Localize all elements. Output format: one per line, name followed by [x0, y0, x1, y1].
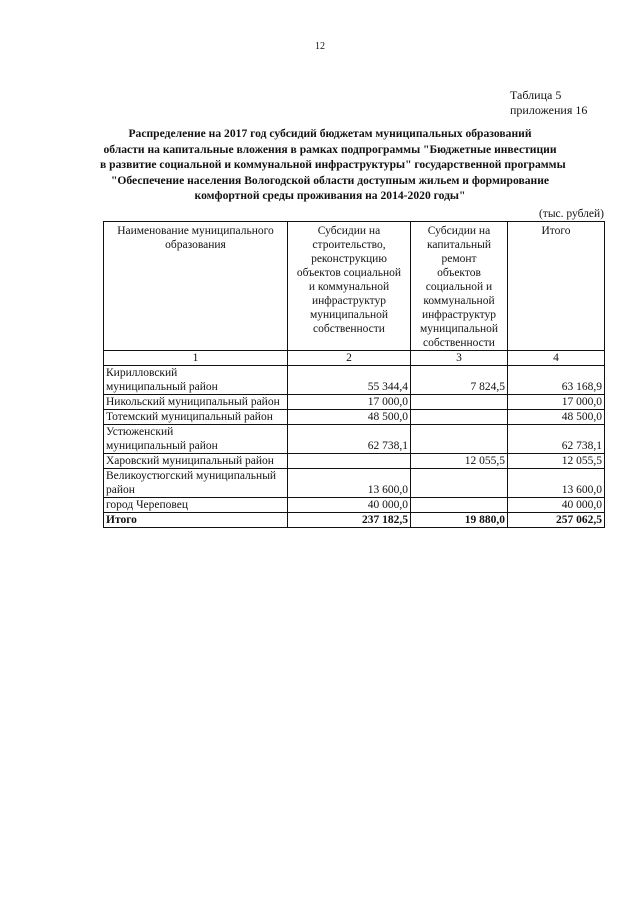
- row-total: 62 738,1: [508, 425, 605, 454]
- row-name: Харовский муниципальный район: [104, 454, 288, 469]
- row-total: 40 000,0: [508, 498, 605, 513]
- column-number: 4: [508, 351, 605, 366]
- page-number: 12: [315, 41, 325, 52]
- table-header-row: [104, 222, 605, 351]
- row-repair: [411, 469, 508, 498]
- column-number: 3: [411, 351, 508, 366]
- table-row: [104, 366, 605, 395]
- column-number: 2: [288, 351, 411, 366]
- row-name: Никольский муниципальный район: [104, 395, 288, 410]
- total-construction: 237 182,5: [288, 513, 411, 528]
- table-reference: [510, 88, 606, 118]
- row-total: 13 600,0: [508, 469, 605, 498]
- table-row: [104, 410, 605, 425]
- column-number-row: [104, 351, 605, 366]
- row-construction: 55 344,4: [288, 366, 411, 395]
- row-construction: 17 000,0: [288, 395, 411, 410]
- row-repair: 12 055,5: [411, 454, 508, 469]
- row-construction: 62 738,1: [288, 425, 411, 454]
- subsidy-table: [103, 221, 605, 528]
- row-construction: [288, 454, 411, 469]
- total-total: 257 062,5: [508, 513, 605, 528]
- row-repair: [411, 410, 508, 425]
- column-number: 1: [104, 351, 288, 366]
- row-total: 12 055,5: [508, 454, 605, 469]
- table-total-row: [104, 513, 605, 528]
- row-total: 48 500,0: [508, 410, 605, 425]
- row-repair: 7 824,5: [411, 366, 508, 395]
- row-repair: [411, 425, 508, 454]
- column-header-total: Итого: [508, 222, 605, 351]
- table-row: [104, 454, 605, 469]
- row-repair: [411, 395, 508, 410]
- column-header-repair: Субсидии на капитальный ремонт объектов социальной и коммунальной инфраструктур муниципальной собственности: [411, 222, 508, 351]
- row-repair: [411, 498, 508, 513]
- units-label: (тыс. рублей): [538, 208, 604, 220]
- row-total: 17 000,0: [508, 395, 605, 410]
- table-reference-line-2: приложения 16: [510, 103, 588, 117]
- table-row: [104, 395, 605, 410]
- row-name: Устюженский муниципальный район: [104, 425, 288, 454]
- table-row: [104, 469, 605, 498]
- row-total: 63 168,9: [508, 366, 605, 395]
- title-line-3: в развитие социальной и коммунальной инфраструктуры" государственной программы: [100, 158, 566, 171]
- total-row-name: Итого: [104, 513, 288, 528]
- column-header-construction: Субсидии на строительство, реконструкцию объектов социальной и коммунальной инфраструктур муниципальной собственности: [288, 222, 411, 351]
- total-repair: 19 880,0: [411, 513, 508, 528]
- row-construction: 40 000,0: [288, 498, 411, 513]
- table-row: [104, 425, 605, 454]
- table-reference-line-1: Таблица 5: [510, 88, 562, 102]
- row-name: Кирилловский муниципальный район: [104, 366, 288, 395]
- title-line-1: Распределение на 2017 год субсидий бюджетам муниципальных образований: [128, 127, 532, 140]
- row-name: Тотемский муниципальный район: [104, 410, 288, 425]
- row-name: Великоустюгский муниципальный район: [104, 469, 288, 498]
- row-name: город Череповец: [104, 498, 288, 513]
- table-row: [104, 498, 605, 513]
- document-title: [100, 126, 566, 204]
- column-header-name: Наименование муниципального образования: [104, 222, 288, 351]
- row-construction: 13 600,0: [288, 469, 411, 498]
- title-line-4: "Обеспечение населения Вологодской области доступным жильем и формирование: [110, 173, 550, 187]
- title-line-5: комфортной среды проживания на 2014-2020 годы": [194, 189, 466, 202]
- title-line-2: области на капитальные вложения в рамках подпрограммы "Бюджетные инвестиции: [103, 142, 557, 156]
- row-construction: 48 500,0: [288, 410, 411, 425]
